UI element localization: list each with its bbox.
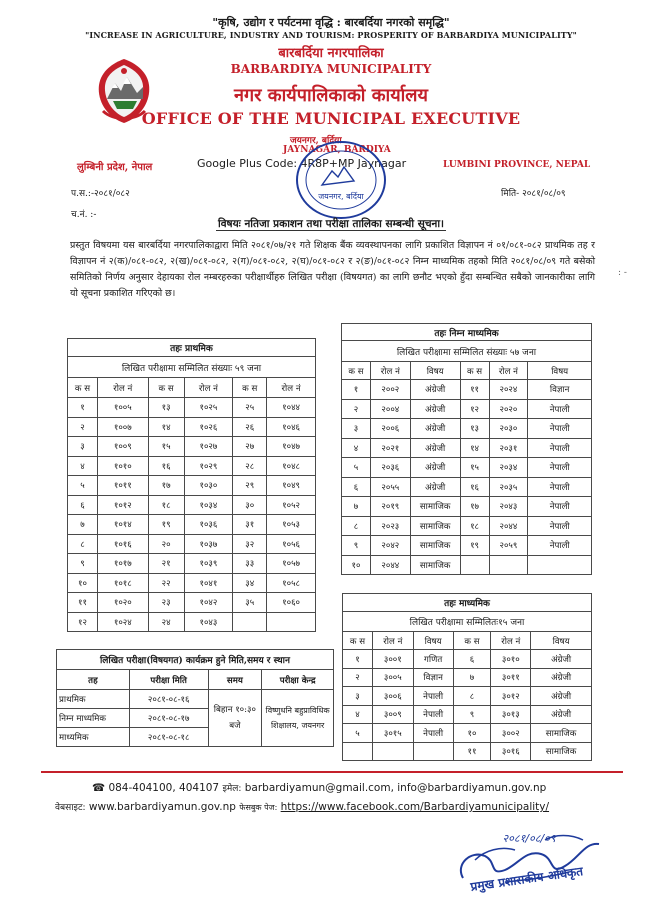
secondary-cell: नेपाली: [413, 687, 453, 706]
secondary-cell: ३०१३: [491, 705, 531, 724]
primary-cell: [233, 612, 267, 632]
primary-cell: २०: [148, 534, 184, 554]
lower-secondary-cell: २०३५: [489, 477, 528, 497]
location-nepali: जयनगर, बर्दिया: [290, 136, 342, 146]
lower-secondary-cell: ७: [342, 497, 371, 517]
primary-cell: [267, 612, 316, 632]
primary-row: [68, 495, 316, 515]
secondary-cell: अंग्रेजी: [531, 687, 592, 706]
lower-secondary-cell: २०३६: [370, 458, 410, 478]
primary-cell: १५: [148, 437, 184, 457]
primary-cell: १०१०: [97, 456, 148, 476]
lower-secondary-row: [342, 555, 592, 575]
primary-cell: १६: [148, 456, 184, 476]
slogan-nepali: "कृषि, उद्योग र पर्यटनमा वृद्धि : बारबर्दिया नगरको समृद्धि": [212, 16, 450, 29]
primary-cell: १०३७: [184, 534, 233, 554]
lower-secondary-cell: २०४४: [489, 516, 528, 536]
primary-cell: १०४८: [267, 456, 316, 476]
secondary-cell: ३००१: [372, 650, 413, 669]
primary-cell: १०२०: [97, 593, 148, 613]
primary-cell: २१: [148, 554, 184, 574]
lower-secondary-header-cell: रोल नं: [370, 362, 410, 380]
primary-cell: ३५: [233, 593, 267, 613]
lower-secondary-cell: नेपाली: [528, 536, 592, 556]
secondary-cell: अंग्रेजी: [531, 705, 592, 724]
municipality-name-english: BARBARDIYA MUNICIPALITY: [230, 62, 432, 76]
primary-header-cell: रोल नं: [267, 378, 316, 398]
lower-secondary-header-cell: विषय: [410, 362, 460, 380]
secondary-cell: ९: [453, 705, 491, 724]
secondary-cell: नेपाली: [413, 705, 453, 724]
secondary-cell: [413, 742, 453, 761]
dispatch-number: च.नं. :-: [71, 210, 97, 220]
primary-cell: ३३: [233, 554, 267, 574]
schedule-level-cell: निम्न माध्यमिक: [57, 709, 130, 728]
primary-cell: २६: [233, 417, 267, 437]
lower-secondary-cell: २०३१: [489, 438, 528, 458]
notice-subject: विषयः नतिजा प्रकाशन तथा परीक्षा तालिका सम्बन्धी सूचना।: [217, 218, 445, 230]
primary-cell: १७: [148, 476, 184, 496]
secondary-row: [343, 724, 592, 743]
stamp-text: जयनगर, बर्दिया: [318, 192, 364, 201]
lower-secondary-row: [342, 458, 592, 478]
primary-row: [68, 398, 316, 418]
primary-header-cell: रोल नं: [97, 378, 148, 398]
secondary-cell: नेपाली: [413, 724, 453, 743]
lower-secondary-cell: ८: [342, 516, 371, 536]
lower-secondary-title: तहः निम्न माध्यमिक: [342, 324, 592, 341]
primary-cell: ४: [68, 456, 98, 476]
primary-header-cell: क स: [233, 378, 267, 398]
lower-secondary-cell: नेपाली: [528, 516, 592, 536]
primary-cell: १०४१: [184, 573, 233, 593]
lower-secondary-cell: २०५९: [489, 536, 528, 556]
lower-secondary-cell: अंग्रेजी: [410, 458, 460, 478]
primary-row: [68, 554, 316, 574]
secondary-cell: गणित: [413, 650, 453, 669]
secondary-cell: ५: [343, 724, 373, 743]
secondary-cell: ४: [343, 705, 373, 724]
schedule-header-cell: समय: [208, 670, 262, 690]
slogan-english: "INCREASE IN AGRICULTURE, INDUSTRY AND TOURISM: PROSPERITY OF BARBARDIYA MUNICIPALITY": [85, 30, 577, 40]
secondary-cell: ६: [453, 650, 491, 669]
lower-secondary-cell: १७: [460, 497, 489, 517]
lower-secondary-subtitle: लिखित परीक्षामा सम्मिलित संख्याः ५७ जना: [342, 341, 592, 362]
schedule-row: [57, 690, 334, 709]
secondary-cell: १०: [453, 724, 491, 743]
primary-cell: १०३९: [184, 554, 233, 574]
secondary-cell: २: [343, 668, 373, 687]
lower-secondary-cell: ३: [342, 419, 371, 439]
secondary-cell: [372, 742, 413, 761]
lower-secondary-cell: सामाजिक: [410, 516, 460, 536]
lower-secondary-cell: २०४४: [370, 555, 410, 575]
primary-row: [68, 612, 316, 632]
schedule-header-cell: परीक्षा केन्द्र: [262, 670, 334, 690]
lower-secondary-cell: अंग्रेजी: [410, 399, 460, 419]
notice-body: प्रस्तुत विषयमा यस बारबर्दिया नगरपालिकाद्वारा मिति २०८१/०७/२१ गते शिक्षक बैंक व्यवस्थापनका लागि प्रकाशित विज्ञापन नं ०१/०८१-०८२ प्राथमिक तह र विज्ञापन नं २(क)/०८१-०८२, २(ख)/०८१-०८२, २(ग)/०८१-०८२, २(घ)/०८१-०८२ र २(ङ)/०८१-०८२ निम्न माध्यमिक तहको मिति २०८१/०८/०९ गते बसेको समितिको निर्णय अनुसार देहायका रोल नम्बरहरुका परीक्षार्थीहरु लिखित परीक्षा (विषयगत) का लागि छनौट भएको हुँदा सम्बन्धित सबैको जानकारीका लागि यो सूचना प्रकाशित गरिएको छ।: [70, 240, 595, 299]
signatory-title: प्रमुख प्रशासकीय अधिकृत: [469, 864, 584, 894]
schedule-header-cell: परीक्षा मिति: [129, 670, 208, 690]
lower-secondary-cell: २०२४: [489, 380, 528, 400]
lower-secondary-cell: [489, 555, 528, 575]
primary-cell: १०४३: [184, 612, 233, 632]
footer-divider: [41, 771, 623, 773]
secondary-cell: ३०१०: [491, 650, 531, 669]
lower-secondary-header-cell: क स: [460, 362, 489, 380]
secondary-cell: ११: [453, 742, 491, 761]
primary-row: [68, 515, 316, 535]
primary-row: [68, 437, 316, 457]
lower-secondary-cell: नेपाली: [528, 438, 592, 458]
primary-cell: १०४६: [267, 417, 316, 437]
primary-cell: ११: [68, 593, 98, 613]
province-english: LUMBINI PROVINCE, NEPAL: [443, 160, 591, 170]
lower-secondary-cell: २०१९: [370, 497, 410, 517]
google-plus-code: Google Plus Code: 4R8P+MP Jaynagar: [197, 157, 407, 170]
secondary-cell: ३००९: [372, 705, 413, 724]
email-label: इमेल:: [222, 784, 242, 794]
primary-cell: ६: [68, 495, 98, 515]
primary-cell: १०११: [97, 476, 148, 496]
secondary-cell: ३०११: [491, 668, 531, 687]
primary-cell: १८: [148, 495, 184, 515]
lower-secondary-cell: १३: [460, 419, 489, 439]
lower-secondary-cell: १९: [460, 536, 489, 556]
lower-secondary-cell: २०५५: [370, 477, 410, 497]
lower-secondary-cell: [528, 555, 592, 575]
primary-cell: १२: [68, 612, 98, 632]
primary-cell: २५: [233, 398, 267, 418]
schedule-level-cell: प्राथमिक: [57, 690, 130, 709]
lower-secondary-cell: विज्ञान: [528, 380, 592, 400]
lower-secondary-cell: २०३४: [489, 458, 528, 478]
schedule-level-cell: माध्यमिक: [57, 728, 130, 747]
primary-row: [68, 593, 316, 613]
primary-cell: १०५६: [267, 534, 316, 554]
lower-secondary-cell: सामाजिक: [410, 555, 460, 575]
primary-cell: १०४४: [267, 398, 316, 418]
secondary-cell: अंग्रेजी: [531, 650, 592, 669]
primary-cell: १०५८: [267, 573, 316, 593]
secondary-row: [343, 687, 592, 706]
primary-cell: १०२७: [184, 437, 233, 457]
primary-cell: ३: [68, 437, 98, 457]
contact-line: [92, 781, 546, 794]
lower-secondary-cell: २: [342, 399, 371, 419]
lower-secondary-cell: २००२: [370, 380, 410, 400]
schedule-date-cell: २०८१-०८-१७: [129, 709, 208, 728]
primary-cell: १०४७: [267, 437, 316, 457]
lower-secondary-cell: अंग्रेजी: [410, 380, 460, 400]
secondary-cell: ३००६: [372, 687, 413, 706]
lower-secondary-cell: ११: [460, 380, 489, 400]
lower-secondary-cell: २०४२: [370, 536, 410, 556]
primary-cell: १०४२: [184, 593, 233, 613]
lower-secondary-cell: २०२०: [489, 399, 528, 419]
lower-secondary-row: [342, 419, 592, 439]
lower-secondary-row: [342, 399, 592, 419]
lower-secondary-cell: २०३०: [489, 419, 528, 439]
primary-cell: १४: [148, 417, 184, 437]
primary-cell: १०२६: [184, 417, 233, 437]
lower-secondary-cell: नेपाली: [528, 497, 592, 517]
primary-cell: २९: [233, 476, 267, 496]
lower-secondary-row: [342, 497, 592, 517]
secondary-cell: १: [343, 650, 373, 669]
lower-secondary-row: [342, 516, 592, 536]
primary-header-cell: रोल नं: [184, 378, 233, 398]
primary-cell: ३०: [233, 495, 267, 515]
primary-cell: १३: [148, 398, 184, 418]
lower-secondary-cell: नेपाली: [528, 477, 592, 497]
primary-cell: १०५३: [267, 515, 316, 535]
secondary-cell: अंग्रेजी: [531, 668, 592, 687]
lower-secondary-cell: [460, 555, 489, 575]
lower-secondary-cell: १४: [460, 438, 489, 458]
schedule-date-cell: २०८१-०८-१६: [129, 690, 208, 709]
secondary-cell: विज्ञान: [413, 668, 453, 687]
primary-cell: १०१४: [97, 515, 148, 535]
secondary-header-cell: रोल नं: [372, 632, 413, 650]
primary-cell: १०६०: [267, 593, 316, 613]
reference-number: प.स.:-२०८१/०८२: [71, 189, 130, 199]
lower-secondary-header-cell: रोल नं: [489, 362, 528, 380]
primary-cell: ३१: [233, 515, 267, 535]
primary-cell: १०५२: [267, 495, 316, 515]
lower-secondary-row: [342, 477, 592, 497]
lower-secondary-cell: ४: [342, 438, 371, 458]
primary-cell: १०: [68, 573, 98, 593]
primary-cell: १०१२: [97, 495, 148, 515]
secondary-header-cell: विषय: [413, 632, 453, 650]
lower-secondary-cell: १६: [460, 477, 489, 497]
lower-secondary-cell: अंग्रेजी: [410, 477, 460, 497]
secondary-row: [343, 705, 592, 724]
lower-secondary-cell: सामाजिक: [410, 536, 460, 556]
primary-cell: १०२४: [97, 612, 148, 632]
lower-secondary-cell: ६: [342, 477, 371, 497]
lower-secondary-cell: १: [342, 380, 371, 400]
primary-cell: १०१६: [97, 534, 148, 554]
primary-cell: २२: [148, 573, 184, 593]
lower-secondary-cell: ९: [342, 536, 371, 556]
margin-mark: : -: [618, 268, 627, 278]
primary-cell: २८: [233, 456, 267, 476]
primary-cell: ५: [68, 476, 98, 496]
primary-cell: २७: [233, 437, 267, 457]
primary-cell: १०३०: [184, 476, 233, 496]
primary-cell: ७: [68, 515, 98, 535]
lower-secondary-cell: नेपाली: [528, 399, 592, 419]
lower-secondary-cell: १५: [460, 458, 489, 478]
primary-row: [68, 534, 316, 554]
secondary-header-cell: क स: [343, 632, 373, 650]
lower-secondary-cell: १२: [460, 399, 489, 419]
lower-secondary-cell: ५: [342, 458, 371, 478]
primary-row: [68, 417, 316, 437]
lower-secondary-cell: अंग्रेजी: [410, 438, 460, 458]
lower-secondary-header-cell: क स: [342, 362, 371, 380]
office-title-nepali: नगर कार्यपालिकाको कार्यालय: [234, 85, 428, 106]
lower-secondary-row: [342, 438, 592, 458]
primary-row: [68, 573, 316, 593]
lower-secondary-cell: २०२१: [370, 438, 410, 458]
primary-cell: १०३६: [184, 515, 233, 535]
municipality-name-nepali: बारबर्दिया नगरपालिका: [278, 46, 384, 61]
website-link[interactable]: www.barbardiyamun.gov.np: [88, 801, 236, 813]
lower-secondary-table: [341, 323, 592, 575]
schedule-center-cell: विष्णुधनि बहुप्राविधिक शिक्षालय, जयनगर: [262, 690, 334, 747]
primary-header-cell: क स: [68, 378, 98, 398]
secondary-header-cell: विषय: [531, 632, 592, 650]
primary-cell: १००५: [97, 398, 148, 418]
web-line: [55, 800, 549, 813]
primary-table-title: तहः प्राथमिक: [68, 339, 316, 357]
secondary-cell: ७: [453, 668, 491, 687]
primary-cell: १००९: [97, 437, 148, 457]
primary-level-table: [67, 338, 316, 632]
secondary-cell: सामाजिक: [531, 742, 592, 761]
location-english: JAYNAGAR, BARDIYA: [283, 145, 391, 155]
lower-secondary-cell: १८: [460, 516, 489, 536]
letter-date: मिति- २०८१/०८/०९: [501, 189, 566, 199]
primary-table-subtitle: लिखित परीक्षामा सम्मिलित संख्याः ५९ जना: [68, 357, 316, 378]
secondary-cell: ३: [343, 687, 373, 706]
exam-schedule-table: [56, 649, 334, 747]
phone-icon: ☎: [92, 782, 106, 794]
primary-cell: २: [68, 417, 98, 437]
secondary-cell: सामाजिक: [531, 724, 592, 743]
secondary-cell: ३०१६: [491, 742, 531, 761]
lower-secondary-cell: २००६: [370, 419, 410, 439]
office-title-english: OFFICE OF THE MUNICIPAL EXECUTIVE: [141, 109, 521, 128]
lower-secondary-cell: १०: [342, 555, 371, 575]
primary-cell: २३: [148, 593, 184, 613]
secondary-row: [343, 742, 592, 761]
secondary-cell: ३०१२: [491, 687, 531, 706]
nepal-emblem-logo: [93, 57, 155, 125]
primary-cell: ८: [68, 534, 98, 554]
lower-secondary-cell: सामाजिक: [410, 497, 460, 517]
schedule-date-cell: २०८१-०८-१८: [129, 728, 208, 747]
phone-numbers: 084-404100, 404107: [108, 782, 220, 794]
secondary-cell: [343, 742, 373, 761]
primary-cell: २४: [148, 612, 184, 632]
primary-cell: १०३४: [184, 495, 233, 515]
secondary-cell: ३००२: [491, 724, 531, 743]
schedule-title: लिखित परीक्षा(विषयगत) कार्यक्रम हुने मिति,समय र स्थान: [57, 650, 334, 670]
lower-secondary-cell: २००४: [370, 399, 410, 419]
secondary-row: [343, 650, 592, 669]
secondary-cell: ८: [453, 687, 491, 706]
secondary-cell: ३००५: [372, 668, 413, 687]
lower-secondary-row: [342, 380, 592, 400]
primary-cell: ९: [68, 554, 98, 574]
lower-secondary-cell: २०२३: [370, 516, 410, 536]
lower-secondary-row: [342, 536, 592, 556]
primary-cell: १०५७: [267, 554, 316, 574]
secondary-level-table: [342, 593, 592, 761]
secondary-cell: ३०१५: [372, 724, 413, 743]
official-stamp: [292, 137, 390, 223]
facebook-link[interactable]: https://www.facebook.com/Barbardiyamunicipality/: [280, 801, 550, 813]
primary-cell: १०२९: [184, 456, 233, 476]
lower-secondary-cell: नेपाली: [528, 419, 592, 439]
primary-row: [68, 456, 316, 476]
lower-secondary-cell: नेपाली: [528, 458, 592, 478]
primary-cell: ३२: [233, 534, 267, 554]
lower-secondary-cell: २०४३: [489, 497, 528, 517]
secondary-title: तहः माध्यमिक: [343, 594, 592, 612]
province-nepali: लुम्बिनी प्रदेश, नेपाल: [77, 162, 153, 173]
secondary-header-cell: रोल नं: [491, 632, 531, 650]
primary-cell: १०२५: [184, 398, 233, 418]
schedule-time-cell: बिहान १०:३० बजे: [208, 690, 262, 747]
primary-row: [68, 476, 316, 496]
email-addresses[interactable]: barbardiyamun@gmail.com, info@barbardiyamun.gov.np: [244, 782, 547, 794]
signature-date: २०८१/०८/०९: [502, 832, 556, 845]
secondary-subtitle: लिखित परीक्षामा सम्मिलितः१५ जना: [343, 612, 592, 632]
primary-cell: १०१७: [97, 554, 148, 574]
secondary-header-cell: क स: [453, 632, 491, 650]
primary-cell: ३४: [233, 573, 267, 593]
primary-cell: १: [68, 398, 98, 418]
primary-cell: १००७: [97, 417, 148, 437]
lower-secondary-header-cell: विषय: [528, 362, 592, 380]
primary-cell: १०४९: [267, 476, 316, 496]
schedule-header-cell: तह: [57, 670, 130, 690]
primary-cell: १०१८: [97, 573, 148, 593]
facebook-label: फेसबुक पेज:: [239, 803, 278, 812]
primary-cell: १९: [148, 515, 184, 535]
secondary-row: [343, 668, 592, 687]
website-label: वेबसाइट:: [55, 803, 86, 813]
primary-header-cell: क स: [148, 378, 184, 398]
lower-secondary-cell: अंग्रेजी: [410, 419, 460, 439]
